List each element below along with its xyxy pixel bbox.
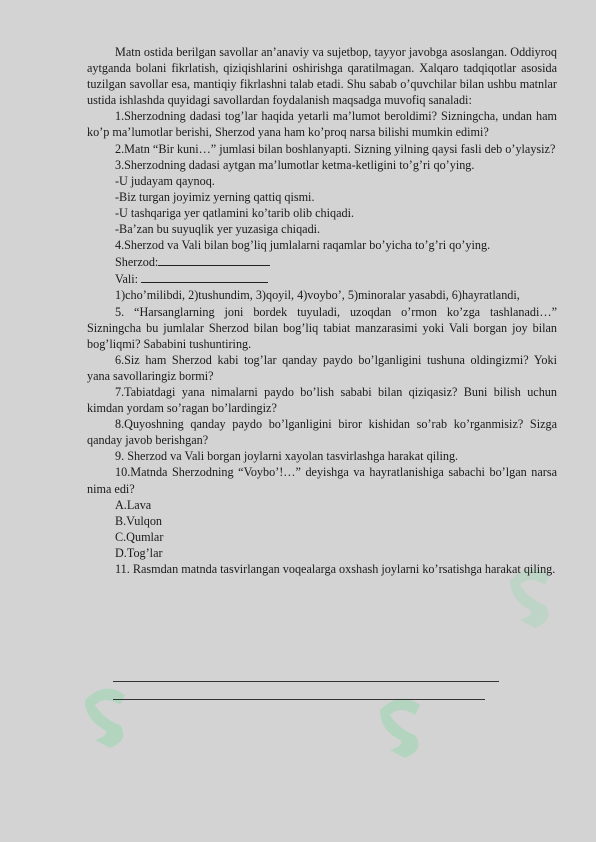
q4-options: 1)cho’milibdi, 2)tushundim, 3)qoyil, 4)voybo’, 5)minoralar yasabdi, 6)hayratlandi, bbox=[115, 288, 520, 303]
q3-item: -U judayam qaynoq. bbox=[115, 173, 215, 188]
question-6: 6.Siz ham Sherzod kabi tog’lar qanday paydo bo’lganligini tushuna oldingizmi? Yoki yana savollaringiz bormi? bbox=[87, 352, 557, 383]
question-10: 10.Matnda Sherzodning “Voybo’!…” deyishga va hayratlanishiga sabachi bo’lgan narsa nima edi? bbox=[87, 465, 557, 496]
answer-line[interactable] bbox=[113, 681, 499, 682]
document-text bbox=[87, 44, 557, 577]
question-2: 2.Matn “Bir kuni…” jumlasi bilan boshlanyapti. Sizning yilning qaysi fasli deb o’ylaysiz? bbox=[115, 141, 556, 156]
q3-item: -Ba’zan bu suyuqlik yer yuzasiga chiqadi. bbox=[115, 222, 321, 237]
q10-option: C.Qumlar bbox=[115, 529, 164, 544]
question-1: 1.Sherzodning dadasi tog’lar haqida yetarli ma’lumot beroldimi? Sizningcha, undan ham ko’p ma’lumotlar berishi, Sherzod yana ham ko’proq narsa bilishi mumkin edimi? bbox=[87, 109, 557, 140]
question-11: 11. Rasmdan matnda tasvirlangan voqealarga oxshash joylarni ko’rsatishga harakat qiling. bbox=[115, 562, 556, 576]
q10-option: A.Lava bbox=[115, 497, 152, 512]
question-9: 9. Sherzod va Vali borgan joylarni xayolan tasvirlashga harakat qiling. bbox=[115, 449, 459, 464]
vali-blank[interactable] bbox=[141, 270, 268, 283]
q3-item: -Biz turgan joyimiz yerning qattiq qismi. bbox=[115, 189, 315, 204]
q3-item: -U tashqariga yer qatlamini ko’tarib olib chiqadi. bbox=[115, 205, 355, 220]
question-3: 3.Sherzodning dadasi aytgan ma’lumotlar ketma-ketligini to’g’ri qo’ying. bbox=[115, 157, 475, 172]
sherzod-blank[interactable] bbox=[158, 253, 270, 266]
sherzod-label: Sherzod: bbox=[115, 255, 159, 270]
question-8: 8.Quyoshning qanday paydo bo’lganligini biror kishidan so’rab ko’rganmisiz? Sizga qanday javob berishgan? bbox=[87, 417, 557, 448]
answer-line[interactable] bbox=[113, 699, 485, 700]
question-4: 4.Sherzod va Vali bilan bog’liq jumlalarni raqamlar bo’yicha to’g’ri qo’ying. bbox=[115, 238, 491, 253]
intro-paragraph: Matn ostida berilgan savollar an’anaviy va sujetbop, tayyor javobga asoslangan. Oddiyroq aytganda bolani fikrlatish, qiziqishlarini oshirishga qaratilmagan. Xalqaro tadqiqotlar asosida tuzilgan savollar esa, mantiqiy fikrlashni talab etadi. Shu sabab o’quvchilar bilan ushbu matnlar ustida ishlashda quyidagi savollardan foydalanish maqsadga muvofiq sanaladi: bbox=[87, 45, 557, 108]
watermark-logo-icon bbox=[370, 690, 430, 760]
q10-option: D.Tog’lar bbox=[115, 545, 163, 560]
q10-option: B.Vulqon bbox=[115, 513, 163, 528]
vali-label: Vali: bbox=[115, 272, 139, 287]
question-5: 5. “Harsanglarning joni bordek tuyuladi, uzoqdan o’rmon ko’zga tashlanadi…” Sizningcha bu jumlalar Sherzod bilan bog’liq tabiat manzarasimi yoki Vali borgan joy bilan bog’liqmi? Sababini tushuntiring. bbox=[87, 304, 557, 351]
sherzod-answer-line bbox=[87, 253, 557, 270]
question-7: 7.Tabiatdagi yana nimalarni paydo bo’lish sababi bilan qiziqasiz? Buni bilish uchun kimdan yordam so’ragan bo’lardingiz? bbox=[87, 384, 557, 416]
vali-answer-line bbox=[87, 270, 557, 287]
watermark-logo-icon bbox=[75, 680, 135, 750]
